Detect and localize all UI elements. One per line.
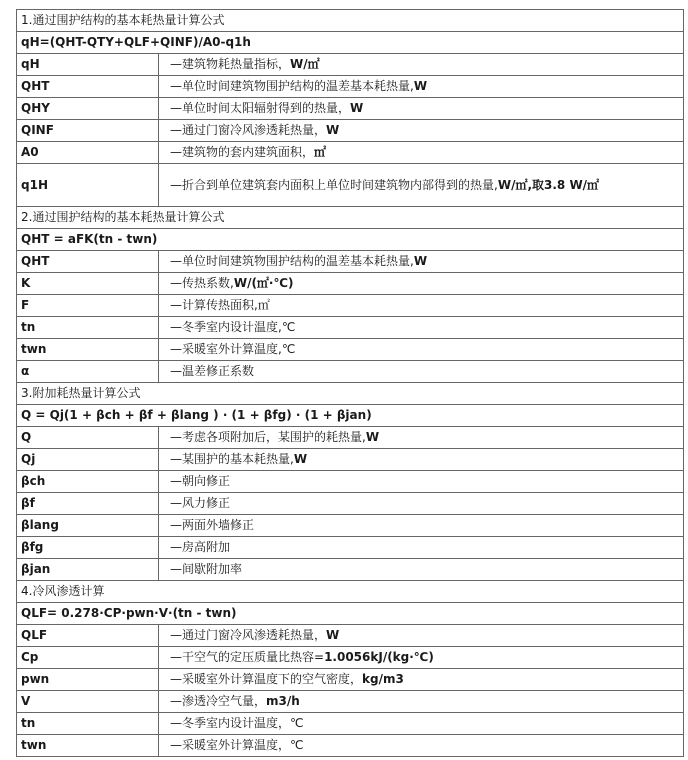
- variable-symbol: βch: [17, 471, 159, 493]
- variable-symbol: F: [17, 295, 159, 317]
- description-text: —两面外墙修正: [170, 518, 255, 532]
- section-title: [17, 207, 684, 229]
- section-title: [17, 581, 684, 603]
- section-title-text: 2.通过围护结构的基本耗热量计算公式: [21, 210, 225, 224]
- variable-description: [159, 449, 684, 471]
- section-title: [17, 383, 684, 405]
- section-title-row: [17, 581, 684, 603]
- variable-description: [159, 493, 684, 515]
- variable-symbol: QHY: [17, 98, 159, 120]
- variable-row: [17, 142, 684, 164]
- section-title-text: 4.冷风渗透计算: [21, 584, 105, 598]
- description-text: —单位时间太阳辐射得到的热量，: [170, 101, 351, 115]
- variable-symbol: QHT: [17, 251, 159, 273]
- variable-symbol: βlang: [17, 515, 159, 537]
- variable-description: [159, 691, 684, 713]
- variable-description: [159, 251, 684, 273]
- description-text: —通过门窗冷风渗透耗热量，: [170, 628, 327, 642]
- formula: QHT = aFK(tn - twn): [17, 229, 684, 251]
- unit-text: W/㎡,取3.8 W/㎡: [497, 177, 600, 192]
- unit-text: W/(㎡·℃): [233, 276, 294, 290]
- variable-symbol: α: [17, 361, 159, 383]
- variable-symbol: twn: [17, 339, 159, 361]
- variable-symbol: βjan: [17, 559, 159, 581]
- description-text: —采暖室外计算温度下的空气密度，: [170, 672, 363, 686]
- variable-row: [17, 339, 684, 361]
- description-text: —房高附加: [170, 540, 231, 554]
- variable-row: [17, 317, 684, 339]
- variable-description: [159, 669, 684, 691]
- description-text: —风力修正: [170, 496, 231, 510]
- formula: Q = Qj(1 + βch + βf + βlang ) · (1 + βfg) · (1 + βjan): [17, 405, 684, 427]
- variable-symbol: βf: [17, 493, 159, 515]
- variable-row: [17, 164, 684, 207]
- variable-description: [159, 625, 684, 647]
- variable-symbol: Q: [17, 427, 159, 449]
- description-text: —传热系数,: [170, 276, 234, 290]
- description-text: —冬季室内设计温度，℃: [170, 716, 304, 730]
- variable-symbol: twn: [17, 735, 159, 757]
- variable-description: [159, 471, 684, 493]
- variable-description: [159, 273, 684, 295]
- unit-text: W: [413, 254, 428, 268]
- variable-row: [17, 669, 684, 691]
- unit-text: 1.0056kJ/(kg·℃): [324, 650, 434, 664]
- variable-row: [17, 427, 684, 449]
- unit-text: W: [326, 628, 340, 642]
- variable-row: [17, 515, 684, 537]
- variable-row: [17, 120, 684, 142]
- section-title-row: [17, 207, 684, 229]
- formula-row: [17, 603, 684, 625]
- unit-text: ㎡: [314, 145, 327, 159]
- variable-description: [159, 76, 684, 98]
- unit-text: W: [293, 452, 308, 466]
- variable-row: [17, 647, 684, 669]
- variable-symbol: QHT: [17, 76, 159, 98]
- description-text: —单位时间建筑物围护结构的温差基本耗热量,: [170, 79, 414, 93]
- variable-description: [159, 559, 684, 581]
- unit-text: W: [326, 123, 340, 137]
- variable-row: [17, 625, 684, 647]
- variable-description: [159, 98, 684, 120]
- formula: QLF= 0.278·CP·pwn·V·(tn - twn): [17, 603, 684, 625]
- variable-row: [17, 251, 684, 273]
- variable-description: [159, 647, 684, 669]
- variable-row: [17, 537, 684, 559]
- variable-row: [17, 559, 684, 581]
- variable-description: [159, 713, 684, 735]
- variable-row: [17, 449, 684, 471]
- variable-row: [17, 471, 684, 493]
- description-text: —采暖室外计算温度，℃: [170, 738, 304, 752]
- variable-row: [17, 493, 684, 515]
- description-text: —某围护的基本耗热量,: [170, 452, 294, 466]
- unit-text: W/㎡: [290, 57, 320, 71]
- section-title-text: 1.通过围护结构的基本耗热量计算公式: [21, 13, 225, 27]
- variable-description: [159, 295, 684, 317]
- variable-description: [159, 339, 684, 361]
- variable-symbol: K: [17, 273, 159, 295]
- description-text: —单位时间建筑物围护结构的温差基本耗热量,: [170, 254, 414, 268]
- variable-symbol: A0: [17, 142, 159, 164]
- unit-text: kg/m3: [362, 672, 404, 686]
- description-text: —采暖室外计算温度,℃: [170, 342, 296, 356]
- variable-description: [159, 142, 684, 164]
- variable-description: [159, 735, 684, 757]
- variable-row: [17, 361, 684, 383]
- variable-symbol: tn: [17, 317, 159, 339]
- description-text: —建筑物的套内建筑面积，: [170, 145, 315, 159]
- variable-description: [159, 164, 684, 207]
- variable-row: [17, 713, 684, 735]
- formula-row: [17, 405, 684, 427]
- variable-row: [17, 295, 684, 317]
- unit-text: W: [350, 101, 364, 115]
- section-title: [17, 10, 684, 32]
- variable-symbol: Cp: [17, 647, 159, 669]
- description-text: —通过门窗冷风渗透耗热量，: [170, 123, 327, 137]
- variable-row: [17, 273, 684, 295]
- variable-row: [17, 54, 684, 76]
- formula: qH=(QHT-QTY+QLF+QINF)/A0-q1h: [17, 32, 684, 54]
- variable-symbol: V: [17, 691, 159, 713]
- variable-row: [17, 691, 684, 713]
- formula-table-body: [17, 10, 684, 757]
- description-text: —计算传热面积,㎡: [170, 298, 270, 312]
- formula-row: [17, 229, 684, 251]
- formula-table: [16, 9, 684, 757]
- description-text: —折合到单位建筑套内面积上单位时间建筑物内部得到的热量,: [170, 177, 498, 192]
- description-text: —朝向修正: [170, 474, 231, 488]
- section-title-row: [17, 10, 684, 32]
- variable-description: [159, 54, 684, 76]
- variable-symbol: q1H: [17, 164, 159, 207]
- variable-row: [17, 98, 684, 120]
- unit-text: m3/h: [266, 694, 300, 708]
- unit-text: W: [413, 79, 428, 93]
- formula-row: [17, 32, 684, 54]
- variable-symbol: QINF: [17, 120, 159, 142]
- description-text: —温差修正系数: [170, 364, 255, 378]
- section-title-row: [17, 383, 684, 405]
- variable-description: [159, 515, 684, 537]
- variable-description: [159, 317, 684, 339]
- formula-document: [16, 9, 683, 757]
- section-title-text: 3.附加耗热量计算公式: [21, 386, 141, 400]
- description-text: —间歇附加率: [170, 562, 243, 576]
- variable-description: [159, 427, 684, 449]
- description-text: —冬季室内设计温度,℃: [170, 320, 296, 334]
- unit-text: W: [365, 430, 380, 444]
- description-text: —干空气的定压质量比热容=: [170, 650, 325, 664]
- variable-symbol: QLF: [17, 625, 159, 647]
- variable-description: [159, 361, 684, 383]
- variable-description: [159, 120, 684, 142]
- variable-description: [159, 537, 684, 559]
- description-text: —建筑物耗热量指标，: [170, 57, 291, 71]
- variable-row: [17, 735, 684, 757]
- variable-symbol: tn: [17, 713, 159, 735]
- variable-row: [17, 76, 684, 98]
- variable-symbol: βfg: [17, 537, 159, 559]
- description-text: —考虑各项附加后，某围护的耗热量,: [170, 430, 366, 444]
- variable-symbol: Qj: [17, 449, 159, 471]
- variable-symbol: pwn: [17, 669, 159, 691]
- description-text: —渗透冷空气量，: [170, 694, 267, 708]
- variable-symbol: qH: [17, 54, 159, 76]
